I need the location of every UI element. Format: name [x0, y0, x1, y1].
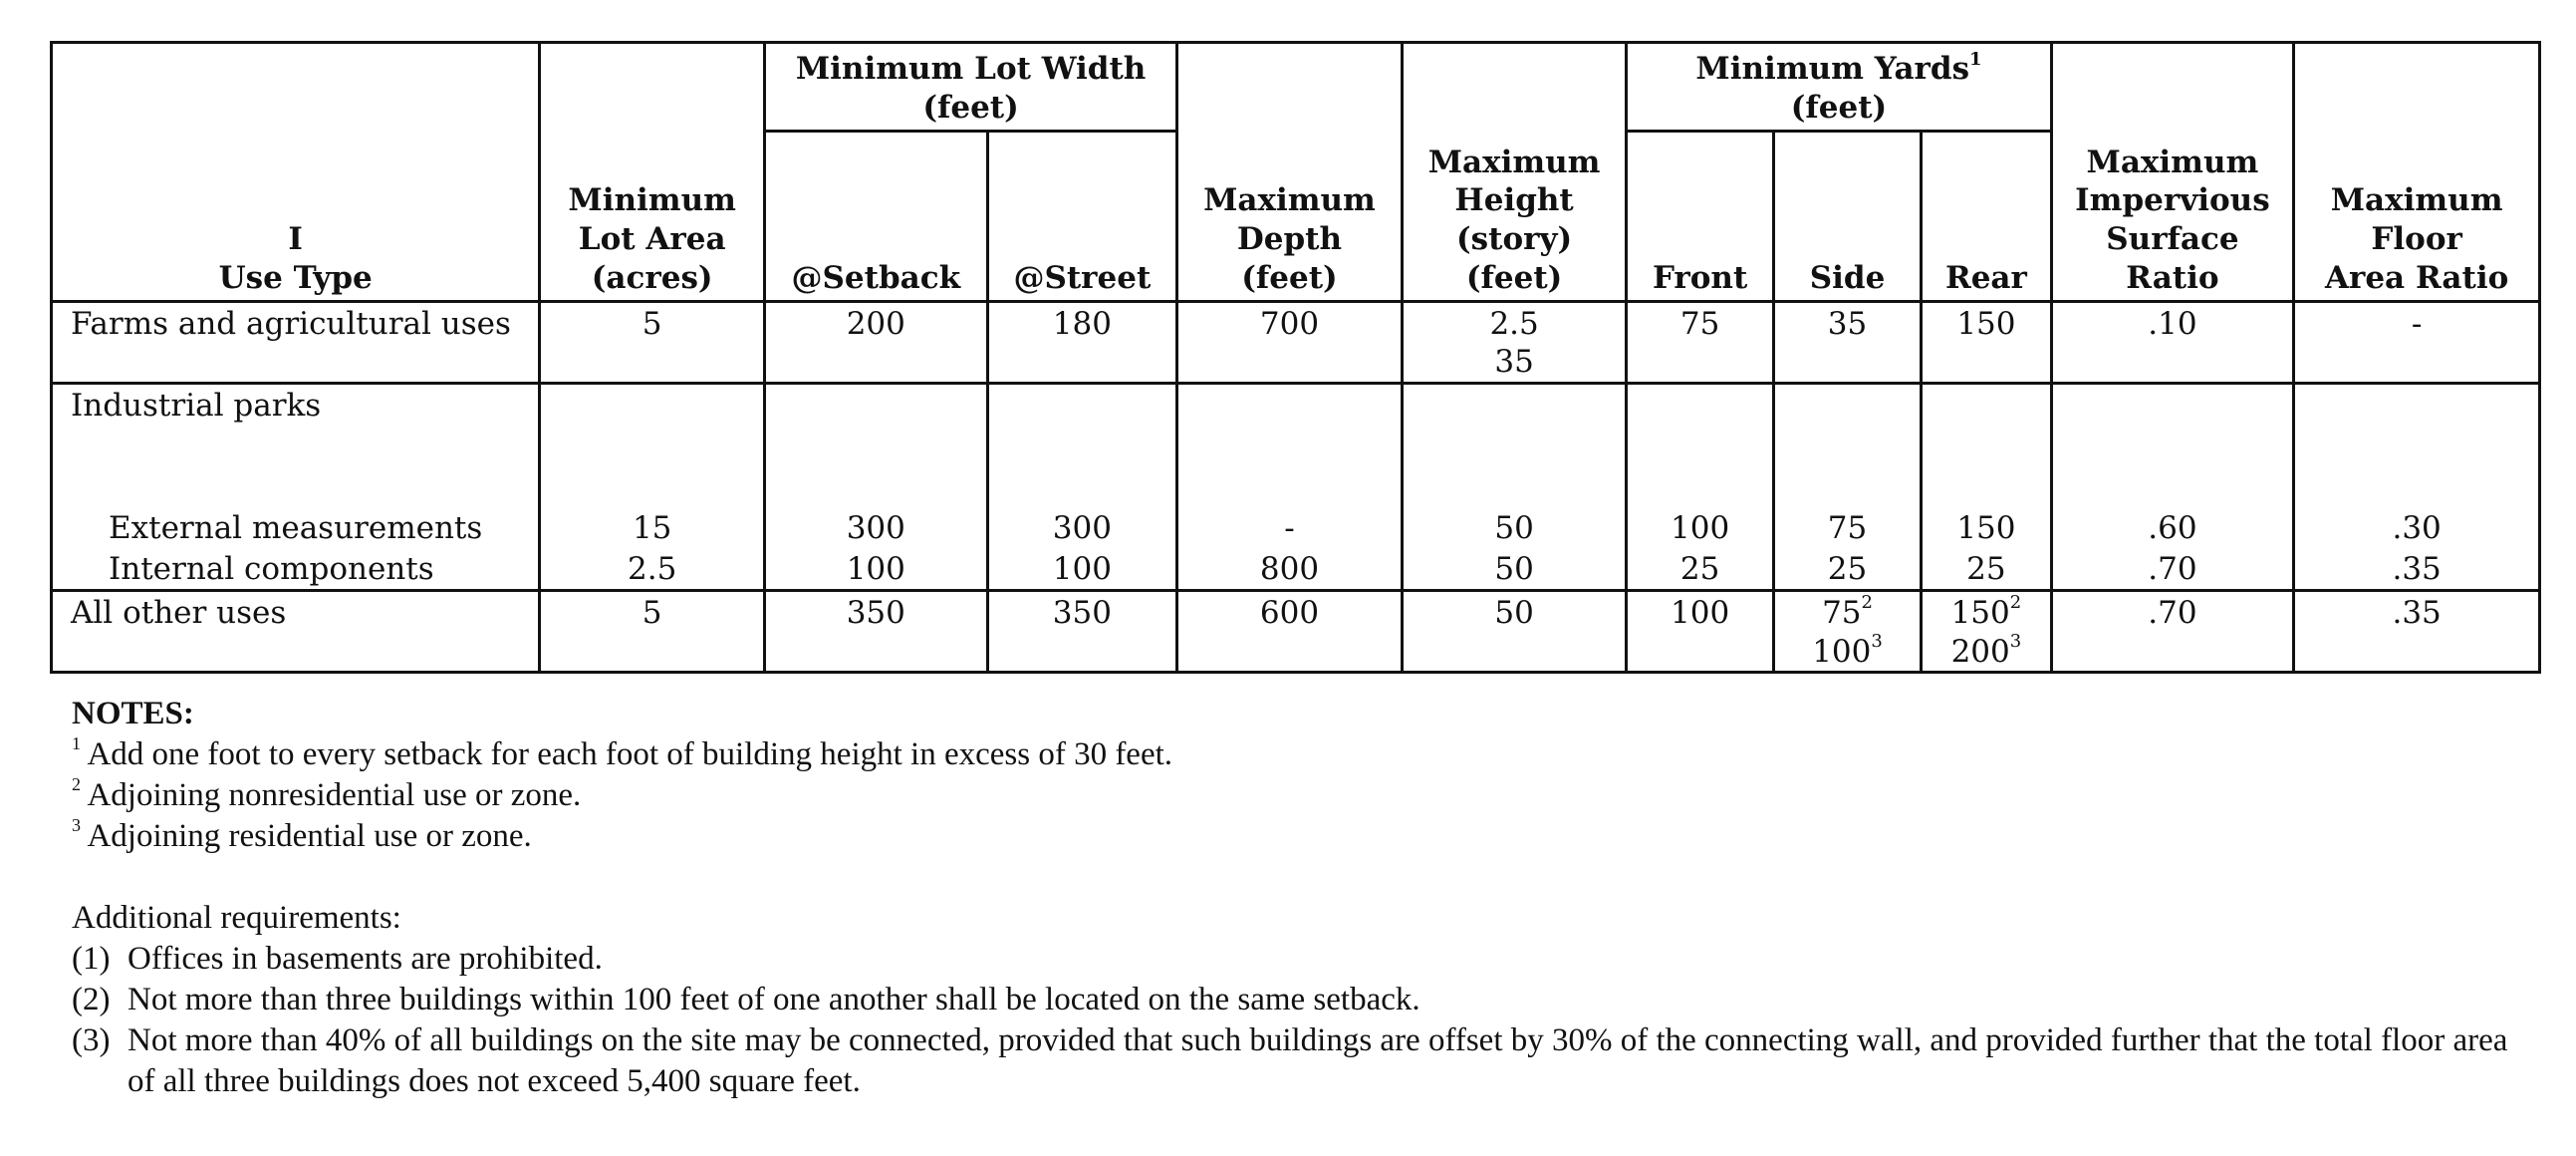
cell-lot-area: 2.5 [540, 548, 765, 590]
cell-street: 300 [987, 466, 1177, 548]
cell-side: 35 [1773, 301, 1921, 384]
requirement-item [72, 980, 2532, 1020]
header-front: Front [1627, 131, 1773, 301]
cell-empty [1627, 384, 1773, 467]
header-setback: @Setback [764, 131, 987, 301]
note-text: Add one foot to every setback for each foot of building height in excess of 30 feet. [87, 736, 1173, 772]
cell-empty [1773, 384, 1921, 467]
table-row [52, 384, 2540, 467]
header-line: (acres) [591, 259, 713, 296]
cell-empty [987, 384, 1177, 467]
header-line: Maximum [1427, 144, 1601, 180]
cell-use-type: Industrial parks [52, 384, 540, 467]
note-item [72, 775, 2532, 816]
cell-depth: 600 [1177, 590, 1403, 673]
cell-empty [2051, 384, 2294, 467]
header-line: (feet) [922, 89, 1019, 126]
cell-front: 75 [1627, 301, 1773, 384]
cell-impervious: .70 [2051, 590, 2294, 673]
header-line: Maximum [2330, 182, 2503, 219]
cell-height [1402, 301, 1627, 384]
notes-section [72, 694, 2532, 1102]
table-row [52, 301, 2540, 384]
header-use-type [52, 43, 540, 302]
header-use-type-line: I [288, 221, 303, 257]
header-line: (feet) [1790, 89, 1888, 126]
header-max-impervious [2051, 43, 2294, 302]
cell-far: .35 [2294, 548, 2540, 590]
cell-height: 50 [1402, 466, 1627, 548]
header-rear: Rear [1922, 131, 2051, 301]
cell-rear-value: 200 [1950, 633, 2010, 670]
cell-empty [1402, 384, 1627, 467]
header-line: Ratio [2126, 259, 2219, 296]
header-line: (story) [1456, 221, 1573, 257]
area-regulations-table [50, 41, 2541, 674]
cell-use-type: Farms and agricultural uses [52, 301, 540, 384]
cell-front: 25 [1627, 548, 1773, 590]
header-min-lot-width [764, 43, 1176, 132]
table-row [52, 466, 2540, 548]
cell-far: .35 [2294, 590, 2540, 673]
cell-height: 50 [1402, 548, 1627, 590]
cell-impervious: .60 [2051, 466, 2294, 548]
header-min-lot-area [540, 43, 765, 302]
cell-rear-value: 150 [1950, 594, 2010, 631]
header-line: Maximum [2086, 144, 2259, 180]
note-item [72, 734, 2532, 775]
header-street: @Street [987, 131, 1177, 301]
spacer [72, 857, 2532, 898]
cell-empty [2294, 384, 2540, 467]
cell-empty [1177, 384, 1403, 467]
header-row-top [52, 43, 2540, 132]
table-row [52, 548, 2540, 590]
cell-setback: 350 [764, 590, 987, 673]
note-item [72, 816, 2532, 857]
cell-side [1773, 590, 1921, 673]
footnote-mark: 3 [72, 815, 81, 835]
footnote-mark: 3 [2009, 631, 2022, 653]
note-text: Adjoining nonresidential use or zone. [87, 777, 582, 813]
notes-heading: NOTES: [72, 696, 194, 731]
header-max-height [1402, 43, 1627, 302]
cell-lot-area: 5 [540, 590, 765, 673]
cell-rear: 150 [1922, 466, 2051, 548]
cell-rear: 150 [1922, 301, 2051, 384]
cell-side-value: 75 [1822, 594, 1862, 631]
header-use-type-line: Use Type [218, 259, 373, 296]
cell-front: 100 [1627, 590, 1773, 673]
header-line: Depth [1236, 221, 1343, 257]
cell-height: 50 [1402, 590, 1627, 673]
note-text: Adjoining residential use or zone. [87, 818, 532, 854]
cell-setback: 300 [764, 466, 987, 548]
cell-impervious: .70 [2051, 548, 2294, 590]
header-line: Minimum Yards [1695, 51, 1970, 87]
footnote-mark: 2 [1861, 592, 1873, 614]
requirement-text: Offices in basements are prohibited. [128, 941, 603, 977]
requirement-item [72, 1020, 2532, 1102]
header-line: Maximum [1203, 182, 1376, 219]
header-line: Lot Area [578, 221, 726, 257]
header-line: Height [1454, 182, 1574, 219]
requirement-text: Not more than three buildings within 100 feet of one another shall be located on the same setback. [128, 982, 1420, 1017]
header-line: Minimum Lot Width [795, 51, 1147, 87]
header-side: Side [1773, 131, 1921, 301]
requirement-item [72, 939, 2532, 980]
cell-lot-area: 15 [540, 466, 765, 548]
requirement-number: (3) [72, 1022, 111, 1058]
cell-front: 100 [1627, 466, 1773, 548]
cell-rear [1922, 590, 2051, 673]
header-line: (feet) [1465, 259, 1563, 296]
cell-side: 25 [1773, 548, 1921, 590]
footnote-mark: 1 [1969, 48, 1982, 70]
cell-street: 350 [987, 590, 1177, 673]
cell-depth: 800 [1177, 548, 1403, 590]
cell-depth: - [1177, 466, 1403, 548]
header-max-far [2294, 43, 2540, 302]
header-line: Floor [2371, 221, 2462, 257]
header-max-depth [1177, 43, 1403, 302]
cell-setback: 200 [764, 301, 987, 384]
cell-lot-area: 5 [540, 301, 765, 384]
header-line: (feet) [1241, 259, 1338, 296]
cell-use-type: External measurements [52, 466, 540, 548]
cell-empty [1922, 384, 2051, 467]
requirement-number: (1) [72, 941, 111, 977]
header-line: Impervious [2075, 182, 2270, 219]
cell-depth: 700 [1177, 301, 1403, 384]
cell-far: - [2294, 301, 2540, 384]
cell-side-value: 100 [1812, 633, 1872, 670]
cell-street: 180 [987, 301, 1177, 384]
footnote-mark: 3 [1871, 631, 1883, 653]
table-row [52, 590, 2540, 673]
cell-impervious: .10 [2051, 301, 2294, 384]
cell-street: 100 [987, 548, 1177, 590]
footnote-mark: 2 [72, 774, 81, 794]
cell-use-type: All other uses [52, 590, 540, 673]
requirements-heading: Additional requirements: [72, 900, 401, 936]
header-line: Area Ratio [2324, 259, 2509, 296]
cell-height-feet: 35 [1494, 344, 1534, 381]
cell-empty [764, 384, 987, 467]
header-min-yards [1627, 43, 2051, 132]
footnote-mark: 2 [2009, 592, 2022, 614]
cell-empty [540, 384, 765, 467]
cell-use-type: Internal components [52, 548, 540, 590]
header-line: Surface [2106, 221, 2239, 257]
cell-side: 75 [1773, 466, 1921, 548]
cell-setback: 100 [764, 548, 987, 590]
cell-rear: 25 [1922, 548, 2051, 590]
header-line: Minimum [568, 182, 736, 219]
requirement-text: Not more than 40% of all buildings on the site may be connected, provided that such buildings are offset by 30% of the connecting wall, and provided further that the total floor area of all three buildings does not exceed 5,400 square feet. [128, 1022, 2508, 1099]
cell-far: .30 [2294, 466, 2540, 548]
cell-height-story: 2.5 [1489, 305, 1539, 342]
footnote-mark: 1 [72, 733, 81, 753]
requirement-number: (2) [72, 982, 111, 1017]
